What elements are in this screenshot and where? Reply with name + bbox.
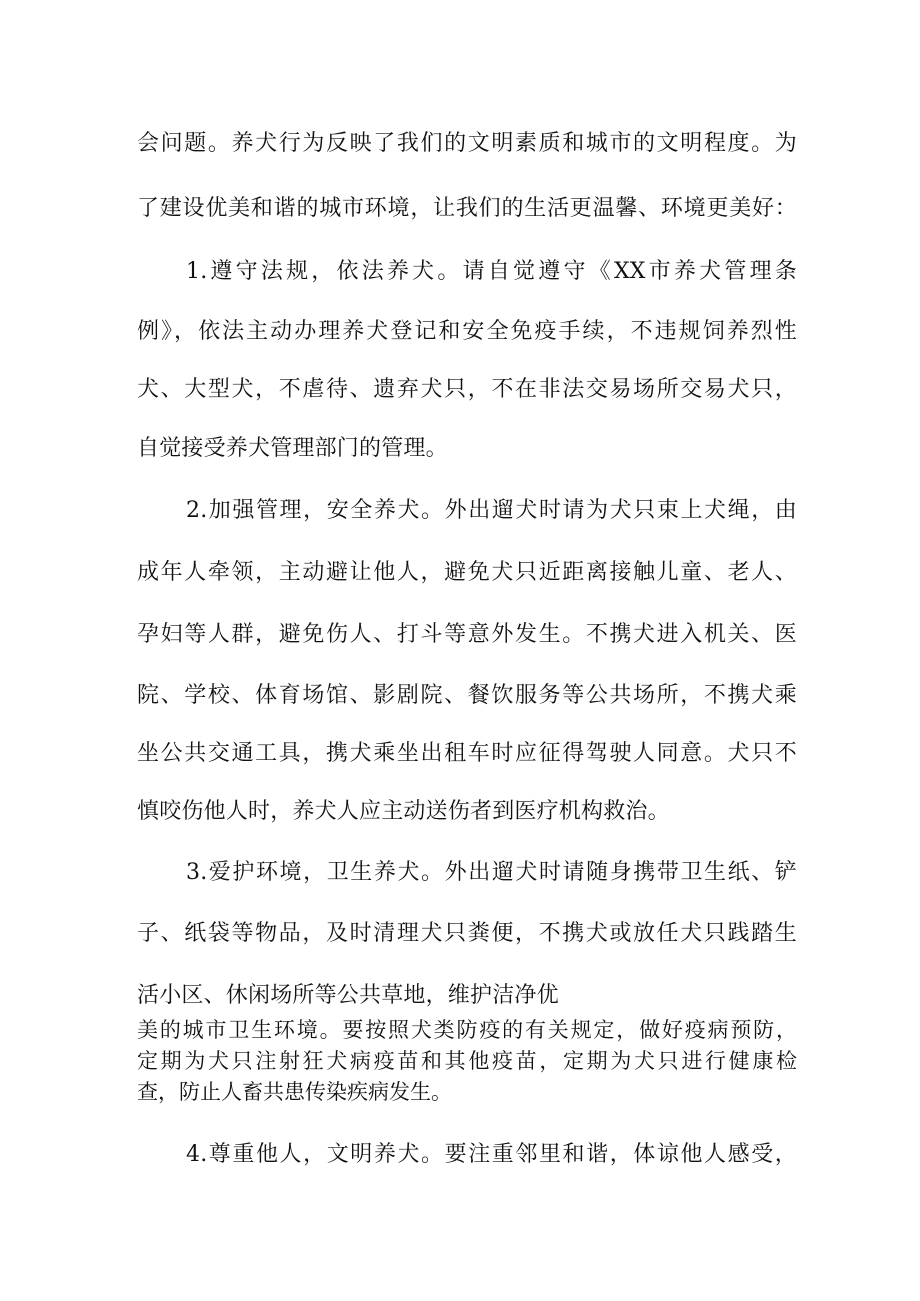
text-line: 定期为犬只注射狂犬病疫苗和其他疫苗，定期为犬只进行健康检 bbox=[137, 1049, 797, 1073]
item-1-heading-line: 1.遵守法规，依法养犬。请自觉遵守《XX市养犬管理条 bbox=[186, 259, 797, 284]
text-line: 慎咬伤他人时，养犬人应主动送伤者到医疗机构救治。 bbox=[137, 799, 670, 824]
text-line: 院、学校、体育场馆、影剧院、餐饮服务等公共场所，不携犬乘 bbox=[137, 683, 797, 708]
text-line: 美的城市卫生环境。要按照犬类防疫的有关规定，做好疫病预防， bbox=[137, 1018, 797, 1042]
text-line: 孕妇等人群，避免伤人、打斗等意外发生。不携犬进入机关、医 bbox=[137, 622, 797, 647]
text-line: 了建设优美和谐的城市环境，让我们的生活更温馨、环境更美好： bbox=[137, 196, 797, 221]
text-line: 子、纸袋等物品，及时清理犬只粪便，不携犬或放任犬只践踏生 bbox=[137, 921, 797, 946]
text-line: 活小区、休闲场所等公共草地，维护洁净优 bbox=[137, 983, 559, 1008]
item-2-heading-line: 2.加强管理，安全养犬。外出遛犬时请为犬只束上犬绳，由 bbox=[186, 498, 797, 523]
text-line: 查，防止人畜共患传染疾病发生。 bbox=[137, 1080, 452, 1104]
text-line: 成年人牵领，主动避让他人，避免犬只近距离接触儿童、老人、 bbox=[137, 560, 797, 585]
text-line: 坐公共交通工具，携犬乘坐出租车时应征得驾驶人同意。犬只不 bbox=[137, 741, 797, 766]
text-line: 自觉接受养犬管理部门的管理。 bbox=[137, 436, 448, 461]
item-3-heading-line: 3.爱护环境，卫生养犬。外出遛犬时请随身携带卫生纸、铲 bbox=[186, 860, 797, 885]
text-line: 犬、大型犬，不虐待、遗弃犬只，不在非法交易场所交易犬只， bbox=[137, 377, 797, 402]
text-line: 会问题。养犬行为反映了我们的文明素质和城市的文明程度。为 bbox=[137, 131, 797, 156]
item-4-heading-line: 4.尊重他人，文明养犬。要注重邻里和谐，体谅他人感受， bbox=[186, 1142, 797, 1167]
text-line: 例》，依法主动办理养犬登记和安全免疫手续，不违规饲养烈性 bbox=[137, 319, 797, 344]
